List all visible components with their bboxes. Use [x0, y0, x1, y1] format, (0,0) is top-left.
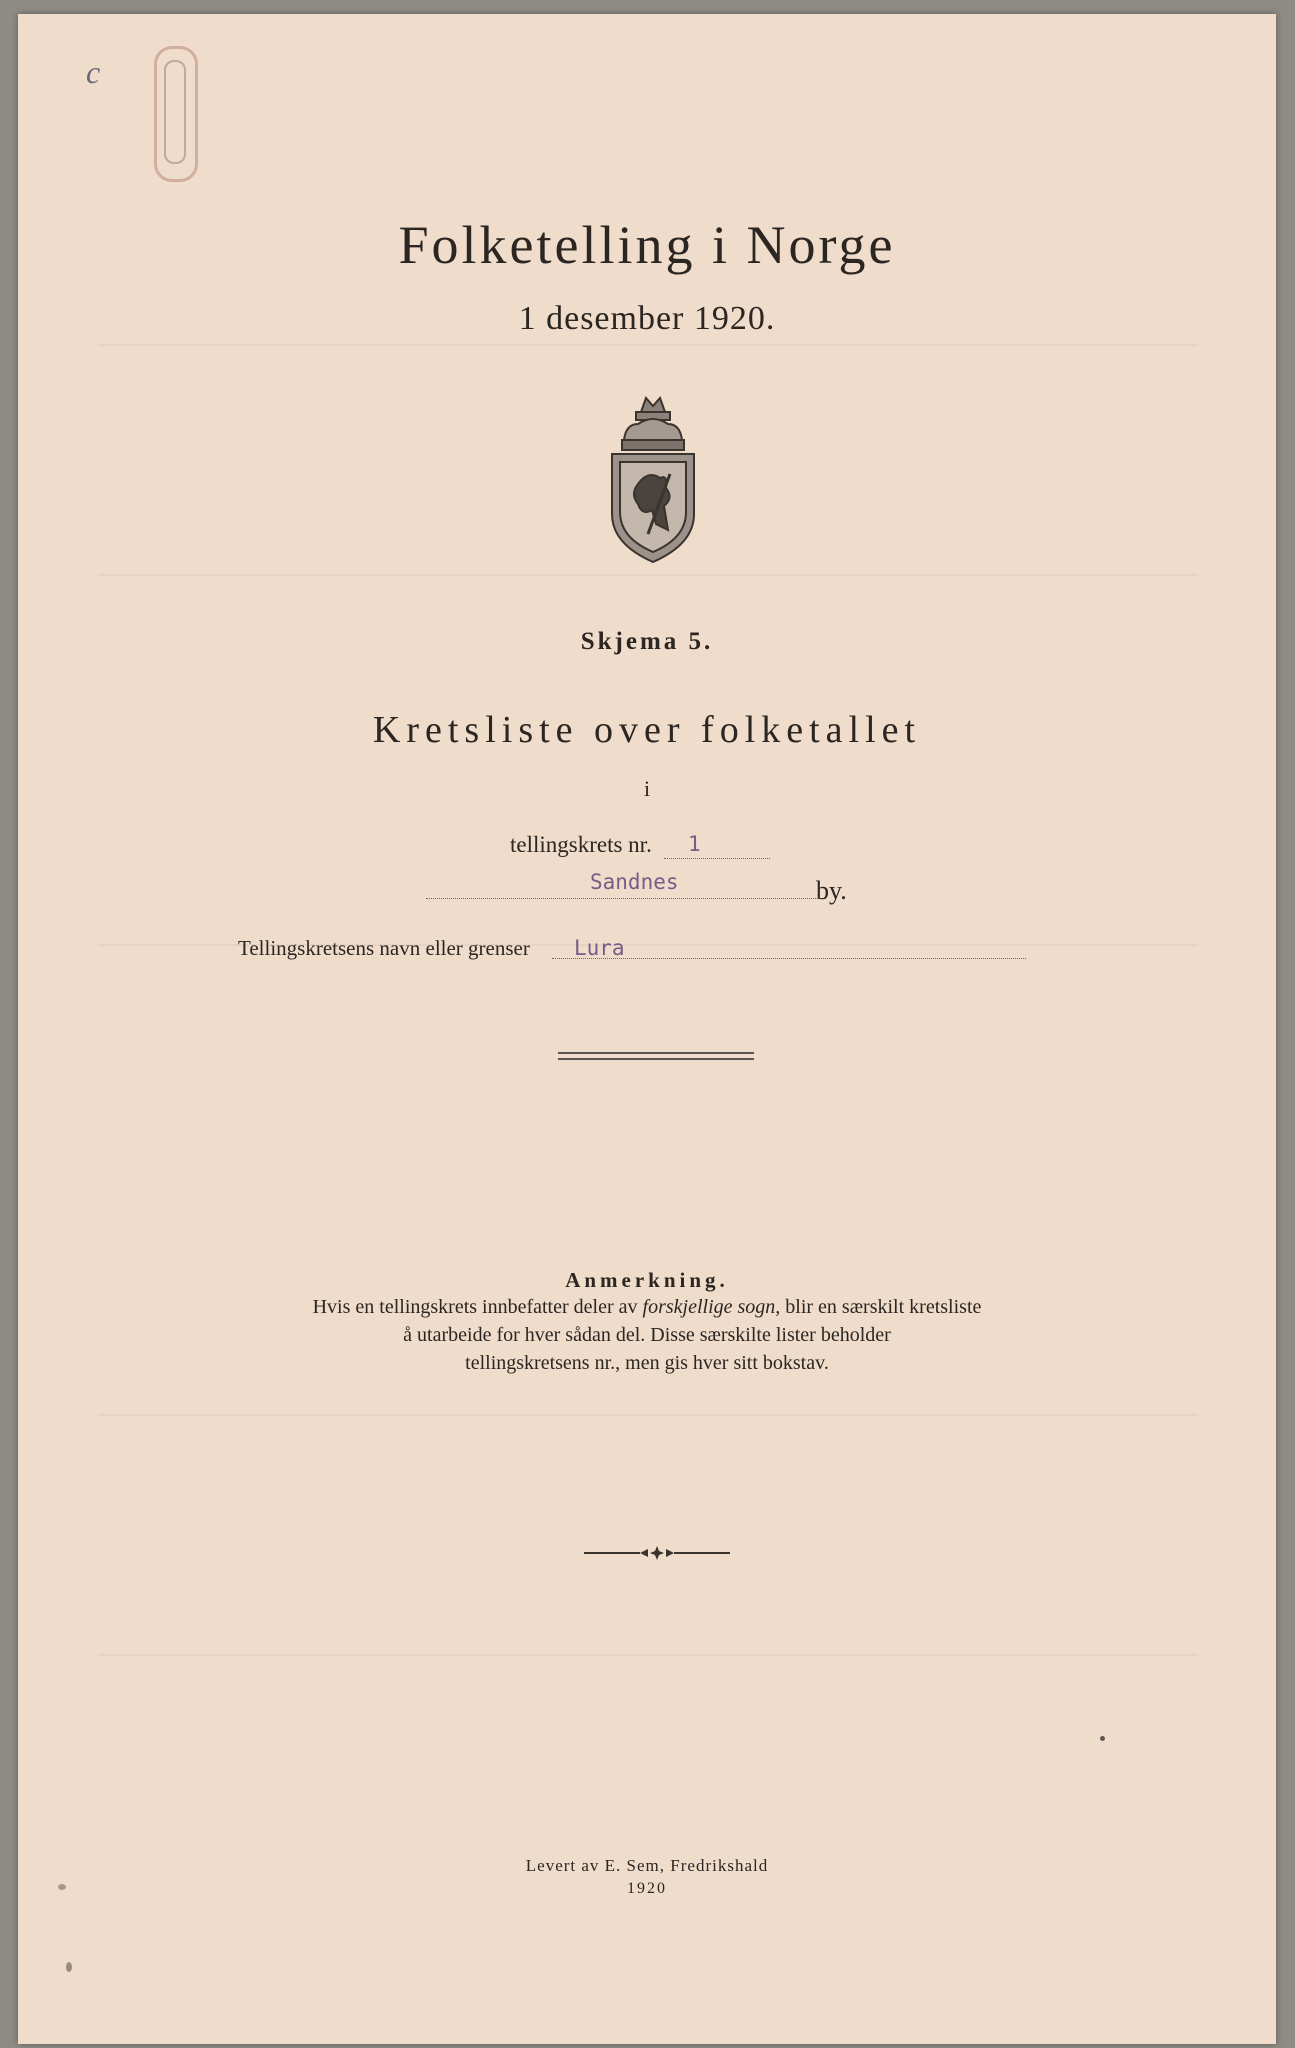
- paperclip-inner-icon: [164, 60, 186, 164]
- remark-title: Anmerkning.: [565, 1268, 729, 1292]
- town-suffix: by.: [816, 876, 847, 905]
- remark-line-1: [18, 1296, 1276, 1319]
- census-date: 1 desember 1920.: [518, 300, 776, 337]
- district-number-value: 1: [688, 832, 701, 856]
- page-title: Folketelling i Norge: [398, 215, 896, 275]
- schema-label: Skjema 5.: [580, 628, 714, 655]
- remark-line-1-end: blir en særskilt kretsliste: [780, 1296, 982, 1318]
- ornament-divider-icon: [584, 1546, 730, 1560]
- remark-line-1-start: Hvis en tellingskrets innbefatter deler av: [312, 1296, 643, 1318]
- paper-speck: [66, 1962, 72, 1972]
- district-number-label: tellingskrets nr.: [510, 832, 652, 857]
- preposition-label: i: [643, 776, 651, 801]
- remark-line-3: tellingskretsens nr., men gis hver sitt bokstav.: [465, 1352, 829, 1374]
- divider-rule-top: [558, 1052, 754, 1054]
- district-name-label: Tellingskretsens navn eller grenser: [238, 936, 530, 960]
- norwegian-coat-of-arms-icon: [608, 394, 698, 564]
- printer-year: 1920: [627, 1880, 667, 1897]
- remark-line-2: å utarbeide for hver sådan del. Disse særskilte lister beholder: [403, 1324, 891, 1346]
- document-sheet: [18, 14, 1276, 2044]
- divider-rule-bottom: [558, 1058, 754, 1060]
- page-subtitle: Kretsliste over folketallet: [372, 709, 922, 751]
- town-value: Sandnes: [590, 870, 679, 894]
- district-number-field-line: [664, 858, 770, 859]
- paper-speck: [1100, 1736, 1105, 1741]
- remark-line-1-emphasis: forskjellige sogn,: [642, 1296, 781, 1318]
- paper-speck: [58, 1884, 66, 1890]
- district-name-value: Lura: [574, 936, 625, 960]
- printer-credit: Levert av E. Sem, Fredrikshald: [525, 1856, 769, 1875]
- town-field-line: [426, 898, 826, 899]
- corner-handwritten-mark: c: [86, 54, 101, 90]
